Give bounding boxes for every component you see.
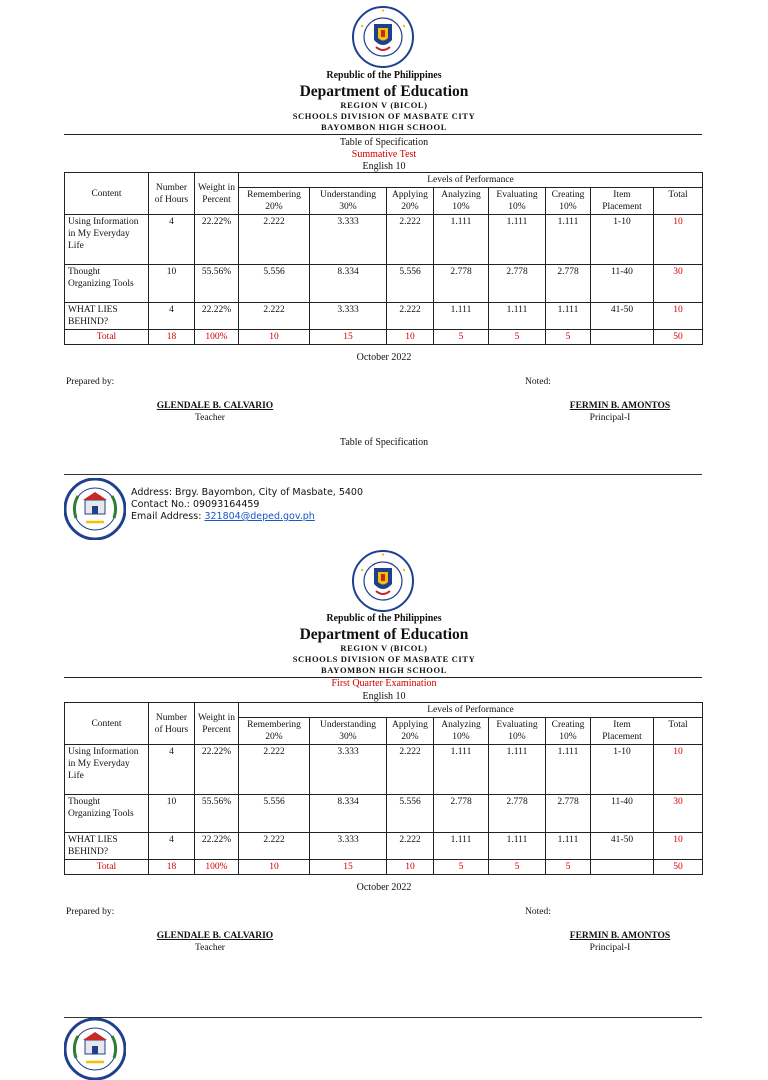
email-label: Email Address: xyxy=(131,511,202,522)
table-row xyxy=(65,745,703,795)
totals-weight: 100% xyxy=(195,860,239,875)
cell-content: WHAT LIES BEHIND? xyxy=(65,303,149,330)
cell-understanding: 8.334 xyxy=(310,265,387,303)
cell-total: 30 xyxy=(654,795,703,833)
header-applying: Applying 20% xyxy=(387,718,434,745)
cell-creating: 2.778 xyxy=(546,265,591,303)
cell-weight: 22.22% xyxy=(195,215,239,265)
principal-role: Principal-I xyxy=(589,413,631,423)
cell-analyzing: 2.778 xyxy=(434,795,489,833)
header-applying: Applying 20% xyxy=(387,188,434,215)
cell-total: 10 xyxy=(654,833,703,860)
subject-label: English 10 xyxy=(362,161,406,172)
region-line: REGION V (BICOL) xyxy=(340,100,428,110)
teacher-role: Teacher xyxy=(195,943,225,953)
doc-title: Table of Specification xyxy=(339,137,429,148)
cell-hours: 4 xyxy=(149,303,195,330)
header-hours: Number of Hours xyxy=(149,173,195,215)
header-divider xyxy=(64,134,702,135)
totals-remembering: 10 xyxy=(239,860,310,875)
cell-weight: 55.56% xyxy=(195,795,239,833)
totals-label: Total xyxy=(65,330,149,345)
footer-address-block xyxy=(131,487,363,523)
header-levels: Levels of Performance xyxy=(239,173,703,188)
cell-hours: 10 xyxy=(149,795,195,833)
totals-placement xyxy=(591,860,654,875)
teacher-name: GLENDALE B. CALVARIO xyxy=(156,931,274,941)
cell-placement: 1-10 xyxy=(591,215,654,265)
cell-creating: 1.111 xyxy=(546,745,591,795)
totals-understanding: 15 xyxy=(310,330,387,345)
republic-heading: Republic of the Philippines xyxy=(326,70,442,81)
totals-evaluating: 5 xyxy=(489,860,546,875)
department-heading: Department of Education xyxy=(299,626,469,643)
cell-analyzing: 1.111 xyxy=(434,833,489,860)
noted-label: Noted: xyxy=(525,907,551,917)
totals-placement xyxy=(591,330,654,345)
header-analyzing: Analyzing 10% xyxy=(434,188,489,215)
cell-analyzing: 2.778 xyxy=(434,265,489,303)
header-analyzing: Analyzing 10% xyxy=(434,718,489,745)
cell-content: Thought Organizing Tools xyxy=(65,795,149,833)
totals-total: 50 xyxy=(654,860,703,875)
header-placement: Item Placement xyxy=(591,188,654,215)
header-creating: Creating 10% xyxy=(546,188,591,215)
cell-weight: 22.22% xyxy=(195,745,239,795)
totals-row xyxy=(65,860,703,875)
cell-content: Thought Organizing Tools xyxy=(65,265,149,303)
totals-remembering: 10 xyxy=(239,330,310,345)
header-remembering: Remembering 20% xyxy=(239,188,310,215)
header-evaluating: Evaluating 10% xyxy=(489,718,546,745)
totals-row xyxy=(65,330,703,345)
cell-weight: 22.22% xyxy=(195,833,239,860)
cell-hours: 4 xyxy=(149,833,195,860)
cell-applying: 2.222 xyxy=(387,745,434,795)
cell-applying: 2.222 xyxy=(387,303,434,330)
totals-analyzing: 5 xyxy=(434,330,489,345)
subject-label: English 10 xyxy=(362,691,406,702)
cell-applying: 5.556 xyxy=(387,265,434,303)
teacher-name: GLENDALE B. CALVARIO xyxy=(156,401,274,411)
cell-evaluating: 1.111 xyxy=(489,303,546,330)
division-line: SCHOOLS DIVISION OF MASBATE CITY xyxy=(292,654,476,664)
totals-creating: 5 xyxy=(546,330,591,345)
date-label: October 2022 xyxy=(356,882,412,893)
noted-label: Noted: xyxy=(525,377,551,387)
cell-understanding: 3.333 xyxy=(310,215,387,265)
totals-hours: 18 xyxy=(149,330,195,345)
cell-weight: 22.22% xyxy=(195,303,239,330)
cell-placement: 11-40 xyxy=(591,795,654,833)
cell-remembering: 2.222 xyxy=(239,303,310,330)
cell-hours: 4 xyxy=(149,215,195,265)
cell-creating: 1.111 xyxy=(546,833,591,860)
teacher-role: Teacher xyxy=(195,413,225,423)
cell-hours: 10 xyxy=(149,265,195,303)
cell-evaluating: 2.778 xyxy=(489,795,546,833)
cell-remembering: 2.222 xyxy=(239,833,310,860)
email-line xyxy=(131,511,363,523)
prepared-by-label: Prepared by: xyxy=(66,377,115,387)
principal-name: FERMIN B. AMONTOS xyxy=(569,931,671,941)
header-content: Content xyxy=(65,703,149,745)
cell-total: 10 xyxy=(654,303,703,330)
cell-remembering: 2.222 xyxy=(239,745,310,795)
header-remembering: Remembering 20% xyxy=(239,718,310,745)
cell-placement: 41-50 xyxy=(591,833,654,860)
cell-creating: 2.778 xyxy=(546,795,591,833)
cell-placement: 1-10 xyxy=(591,745,654,795)
document-page-2 xyxy=(0,530,768,1060)
cell-applying: 2.222 xyxy=(387,215,434,265)
cell-analyzing: 1.111 xyxy=(434,215,489,265)
cell-content: WHAT LIES BEHIND? xyxy=(65,833,149,860)
header-creating: Creating 10% xyxy=(546,718,591,745)
cell-evaluating: 1.111 xyxy=(489,745,546,795)
cell-remembering: 2.222 xyxy=(239,215,310,265)
cell-understanding: 3.333 xyxy=(310,833,387,860)
cell-total: 10 xyxy=(654,745,703,795)
bottom-caption: Table of Specification xyxy=(339,437,429,448)
cell-hours: 4 xyxy=(149,745,195,795)
cell-evaluating: 1.111 xyxy=(489,833,546,860)
header-weight: Weight in Percent xyxy=(195,703,239,745)
cell-remembering: 5.556 xyxy=(239,265,310,303)
header-total: Total xyxy=(654,188,703,215)
deped-seal-logo xyxy=(352,550,414,612)
cell-applying: 2.222 xyxy=(387,833,434,860)
exam-type: First Quarter Examination xyxy=(331,678,437,689)
header-understanding: Understanding 30% xyxy=(310,718,387,745)
totals-total: 50 xyxy=(654,330,703,345)
contact-line: Contact No.: 09093164459 xyxy=(131,499,260,510)
cell-understanding: 8.334 xyxy=(310,795,387,833)
cell-understanding: 3.333 xyxy=(310,745,387,795)
cell-placement: 11-40 xyxy=(591,265,654,303)
header-evaluating: Evaluating 10% xyxy=(489,188,546,215)
totals-applying: 10 xyxy=(387,860,434,875)
specification-table xyxy=(64,702,703,875)
date-label: October 2022 xyxy=(356,352,412,363)
totals-weight: 100% xyxy=(195,330,239,345)
header-hours: Number of Hours xyxy=(149,703,195,745)
prepared-by-label: Prepared by: xyxy=(66,907,115,917)
header-levels: Levels of Performance xyxy=(239,703,703,718)
table-row xyxy=(65,265,703,303)
address-line: Address: Brgy. Bayombon, City of Masbate, 5400 xyxy=(131,487,363,498)
cell-analyzing: 1.111 xyxy=(434,745,489,795)
totals-analyzing: 5 xyxy=(434,860,489,875)
school-line: BAYOMBON HIGH SCHOOL xyxy=(321,122,447,132)
footer-divider xyxy=(64,1017,702,1018)
school-logo xyxy=(64,1018,126,1080)
footer-divider xyxy=(64,474,702,475)
cell-total: 10 xyxy=(654,215,703,265)
deped-seal-logo xyxy=(352,6,414,68)
header-weight: Weight in Percent xyxy=(195,173,239,215)
region-line: REGION V (BICOL) xyxy=(340,643,428,653)
totals-hours: 18 xyxy=(149,860,195,875)
cell-creating: 1.111 xyxy=(546,303,591,330)
totals-evaluating: 5 xyxy=(489,330,546,345)
department-heading: Department of Education xyxy=(299,83,469,100)
header-total: Total xyxy=(654,718,703,745)
header-content: Content xyxy=(65,173,149,215)
document-page-1 xyxy=(0,0,768,530)
cell-understanding: 3.333 xyxy=(310,303,387,330)
cell-remembering: 5.556 xyxy=(239,795,310,833)
table-row xyxy=(65,795,703,833)
cell-weight: 55.56% xyxy=(195,265,239,303)
email-link[interactable]: 321804@deped.gov.ph xyxy=(204,511,315,522)
totals-understanding: 15 xyxy=(310,860,387,875)
principal-role: Principal-I xyxy=(589,943,631,953)
specification-table xyxy=(64,172,703,345)
totals-label: Total xyxy=(65,860,149,875)
table-row xyxy=(65,303,703,330)
school-line: BAYOMBON HIGH SCHOOL xyxy=(321,665,447,675)
table-row xyxy=(65,833,703,860)
cell-analyzing: 1.111 xyxy=(434,303,489,330)
division-line: SCHOOLS DIVISION OF MASBATE CITY xyxy=(292,111,476,121)
header-understanding: Understanding 30% xyxy=(310,188,387,215)
cell-creating: 1.111 xyxy=(546,215,591,265)
cell-content: Using Information in My Everyday Life xyxy=(65,215,149,265)
republic-heading: Republic of the Philippines xyxy=(326,613,442,624)
exam-type: Summative Test xyxy=(351,149,417,160)
cell-content: Using Information in My Everyday Life xyxy=(65,745,149,795)
cell-total: 30 xyxy=(654,265,703,303)
cell-evaluating: 2.778 xyxy=(489,265,546,303)
totals-applying: 10 xyxy=(387,330,434,345)
principal-name: FERMIN B. AMONTOS xyxy=(569,401,671,411)
cell-placement: 41-50 xyxy=(591,303,654,330)
table-row xyxy=(65,215,703,265)
cell-applying: 5.556 xyxy=(387,795,434,833)
cell-evaluating: 1.111 xyxy=(489,215,546,265)
totals-creating: 5 xyxy=(546,860,591,875)
header-placement: Item Placement xyxy=(591,718,654,745)
